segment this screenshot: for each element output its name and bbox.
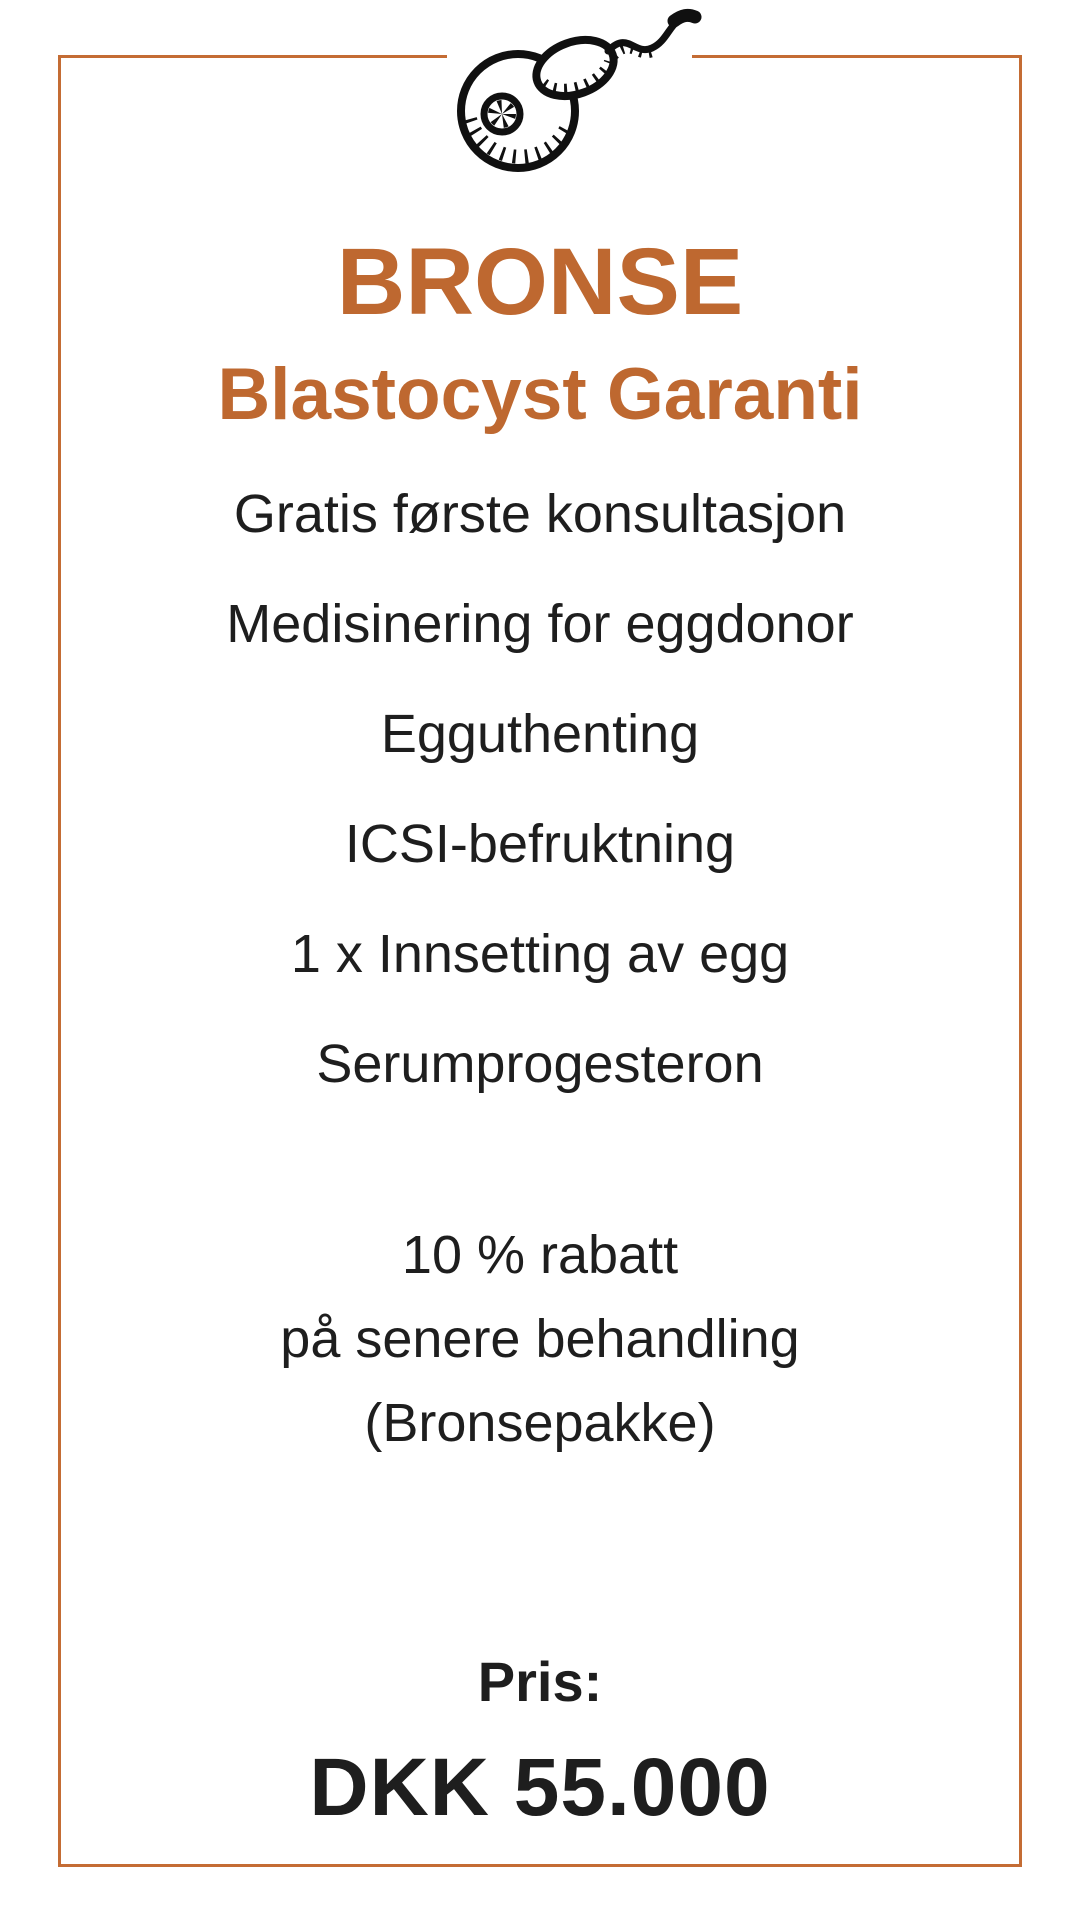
feature-item: ICSI-befruktning	[344, 814, 736, 874]
feature-item: Serumprogesteron	[316, 1034, 764, 1094]
feature-item: Medisinering for eggdonor	[226, 594, 854, 654]
feature-list	[0, 459, 1080, 1119]
discount-line: (Bronsepakke)	[364, 1393, 716, 1453]
price-value: DKK 55.000	[309, 1742, 771, 1833]
package-subtitle: Blastocyst Garanti	[217, 354, 863, 435]
package-title: BRONSE	[336, 229, 744, 335]
card-border-top-left	[58, 55, 447, 58]
card-border-bottom	[58, 1864, 1022, 1867]
discount-line: 10 % rabatt	[401, 1225, 679, 1285]
feature-item: 1 x Innsetting av egg	[290, 924, 790, 984]
discount-note	[0, 1213, 1080, 1465]
feature-item: Gratis første konsultasjon	[233, 484, 847, 544]
card-border-top-right	[692, 55, 1022, 58]
discount-line: på senere behandling	[280, 1309, 800, 1369]
egg-sperm-icon	[448, 4, 702, 180]
feature-item: Egguthenting	[380, 704, 700, 764]
price-label: Pris:	[477, 1650, 603, 1713]
